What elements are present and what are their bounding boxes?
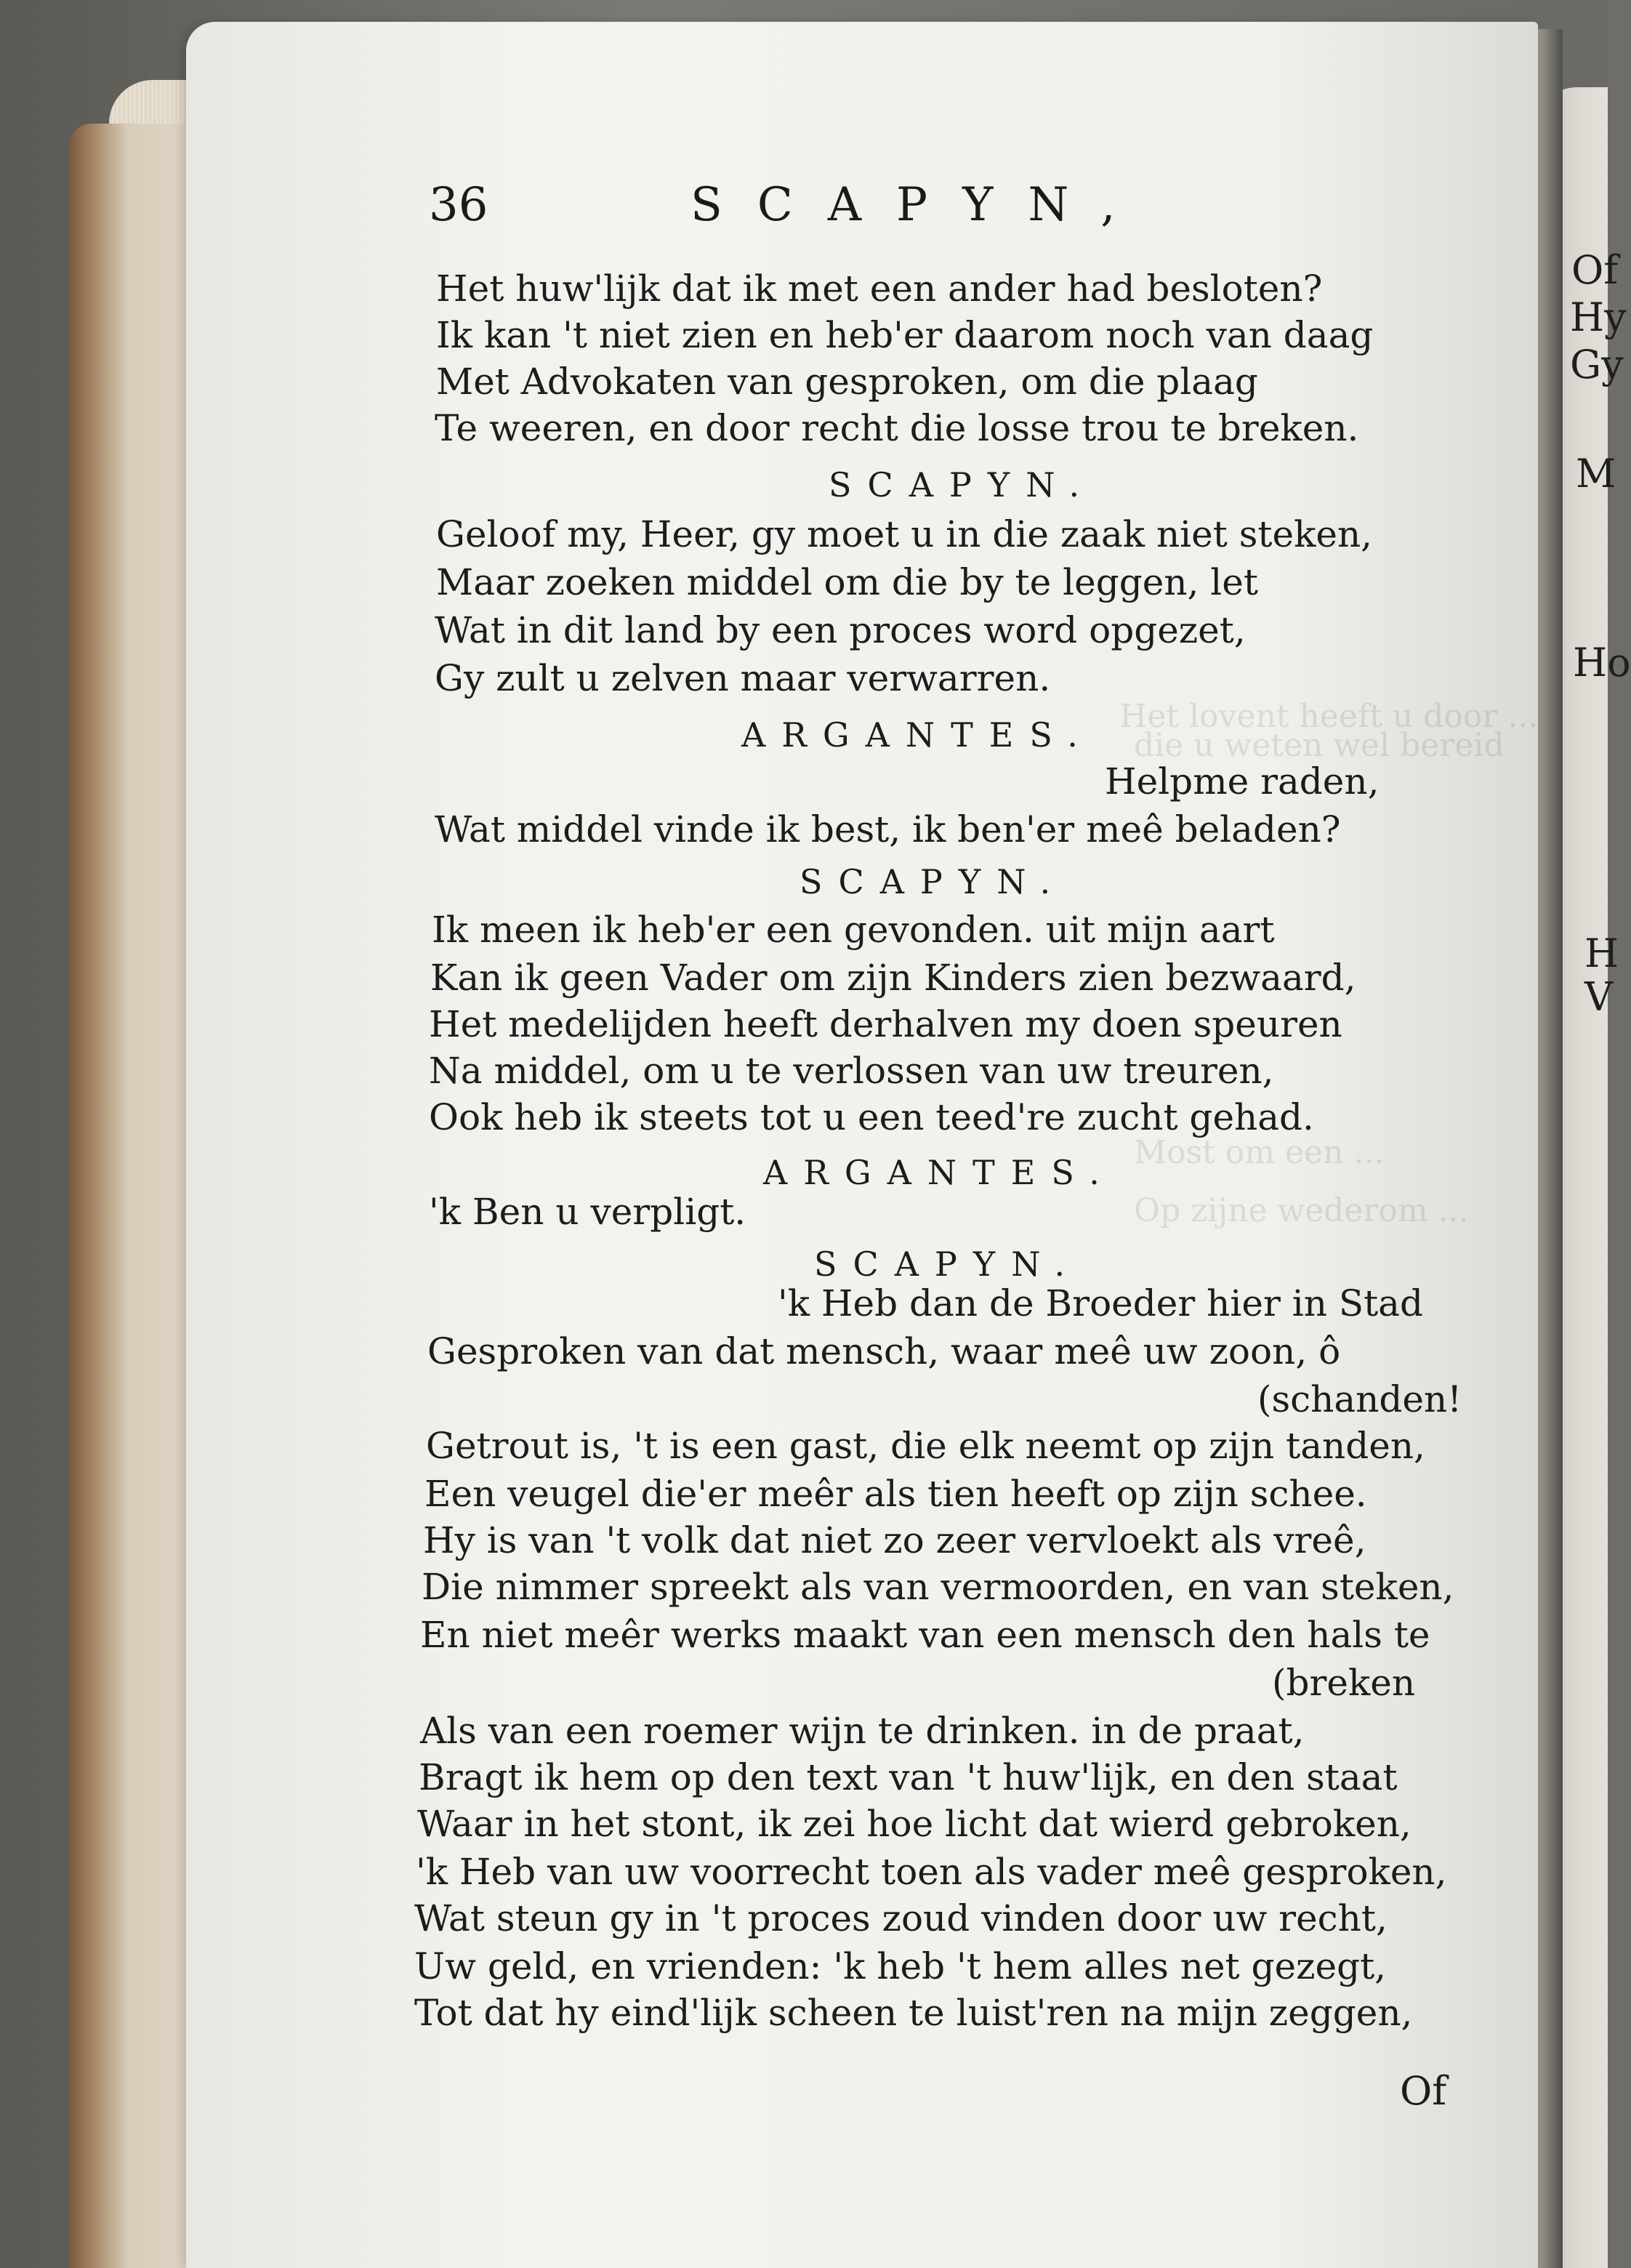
verse-line: Ik meen ik heb'er een gevonden. uit mijn aart xyxy=(432,909,1275,951)
verse-line: Het huw'lijk dat ik met een ander had besloten? xyxy=(436,268,1323,310)
speaker-name: ARGANTES. xyxy=(741,715,1094,755)
verse-line: Getrout is, 't is een gast, die elk neemt op zijn tanden, xyxy=(426,1425,1425,1467)
verse-line: Helpme raden, xyxy=(1105,760,1380,803)
facing-page-fragment: M xyxy=(1576,451,1616,496)
facing-page-fragment: Hy xyxy=(1570,294,1627,340)
speaker-name: SCAPYN. xyxy=(814,1244,1082,1284)
verse-line: Bragt ik hem op den text van 't huw'lijk, en den staat xyxy=(419,1756,1398,1798)
verse-line: Die nimmer spreekt als van vermoorden, en van steken, xyxy=(422,1566,1454,1608)
verse-line: Wat steun gy in 't proces zoud vinden door uw recht, xyxy=(414,1897,1388,1939)
verse-line: Met Advokaten van gesproken, om die plaag xyxy=(436,361,1258,403)
verse-line: Te weeren, en door recht die losse trou te breken. xyxy=(435,407,1359,449)
verse-line: Na middel, om u te verlossen van uw treuren, xyxy=(429,1050,1274,1092)
speaker-name: ARGANTES. xyxy=(763,1153,1116,1192)
show-through-text: Op zijne wederom ... xyxy=(1134,1192,1469,1229)
verse-line: Geloof my, Heer, gy moet u in die zaak niet steken, xyxy=(436,513,1373,555)
show-through-text: Most om een ... xyxy=(1134,1134,1385,1171)
verse-line: Als van een roemer wijn te drinken. in de praat, xyxy=(420,1710,1305,1752)
verse-line: En niet meêr werks maakt van een mensch den hals te xyxy=(420,1614,1430,1656)
facing-page-fragment: H xyxy=(1584,930,1619,976)
verse-line: Waar in het stont, ik zei hoe licht dat wierd gebroken, xyxy=(417,1803,1411,1845)
verse-line: (breken xyxy=(1272,1662,1416,1704)
verse-line: 'k Heb dan de Broeder hier in Stad xyxy=(778,1282,1423,1324)
verse-line: Uw geld, en vrienden: 'k heb 't hem alles net gezegt, xyxy=(414,1945,1387,1987)
verse-line: Gy zult u zelven maar verwarren. xyxy=(435,657,1051,699)
verse-line: Tot dat hy eind'lijk scheen te luist'ren na mijn zeggen, xyxy=(414,1992,1413,2034)
verse-line: Wat in dit land by een proces word opgezet, xyxy=(435,609,1246,651)
verse-line: (schanden! xyxy=(1257,1378,1462,1420)
verse-line: Ook heb ik steets tot u een teed're zucht gehad. xyxy=(429,1096,1314,1138)
verse-line: Het medelijden heeft derhalven my doen speuren xyxy=(429,1003,1342,1045)
catchword: Of xyxy=(1400,2068,1447,2114)
speaker-name: SCAPYN. xyxy=(829,465,1096,504)
running-head: SCAPYN, xyxy=(690,178,1151,232)
facing-page-fragment: V xyxy=(1584,974,1613,1020)
verse-line: 'k Ben u verpligt. xyxy=(429,1191,746,1233)
verse-line: Een veugel die'er meêr als tien heeft op zijn schee. xyxy=(424,1473,1367,1515)
verse-line: 'k Heb van uw voorrecht toen als vader meê gesproken, xyxy=(416,1851,1447,1893)
verse-line: Ik kan 't niet zien en heb'er daarom noch van daag xyxy=(436,314,1374,356)
speaker-name: SCAPYN. xyxy=(800,862,1067,901)
facing-page-fragment: Gy xyxy=(1570,342,1624,387)
facing-page-fragment: Ho xyxy=(1573,640,1631,685)
verse-line: Kan ik geen Vader om zijn Kinders zien bezwaard, xyxy=(430,957,1356,999)
page-number: 36 xyxy=(429,178,488,232)
show-through-text: die u weten wel bereid xyxy=(1134,727,1505,764)
show-through-text: Het lovent heeft u door ... xyxy=(1119,698,1539,735)
verse-line: Maar zoeken middel om die by te leggen, let xyxy=(436,561,1258,603)
verse-line: Gesproken van dat mensch, waar meê uw zoon, ô xyxy=(427,1330,1341,1372)
verse-line: Wat middel vinde ik best, ik ben'er meê beladen? xyxy=(435,808,1341,850)
facing-page-fragment: Of xyxy=(1571,247,1619,293)
verse-line: Hy is van 't volk dat niet zo zeer vervloekt als vreê, xyxy=(423,1519,1366,1561)
